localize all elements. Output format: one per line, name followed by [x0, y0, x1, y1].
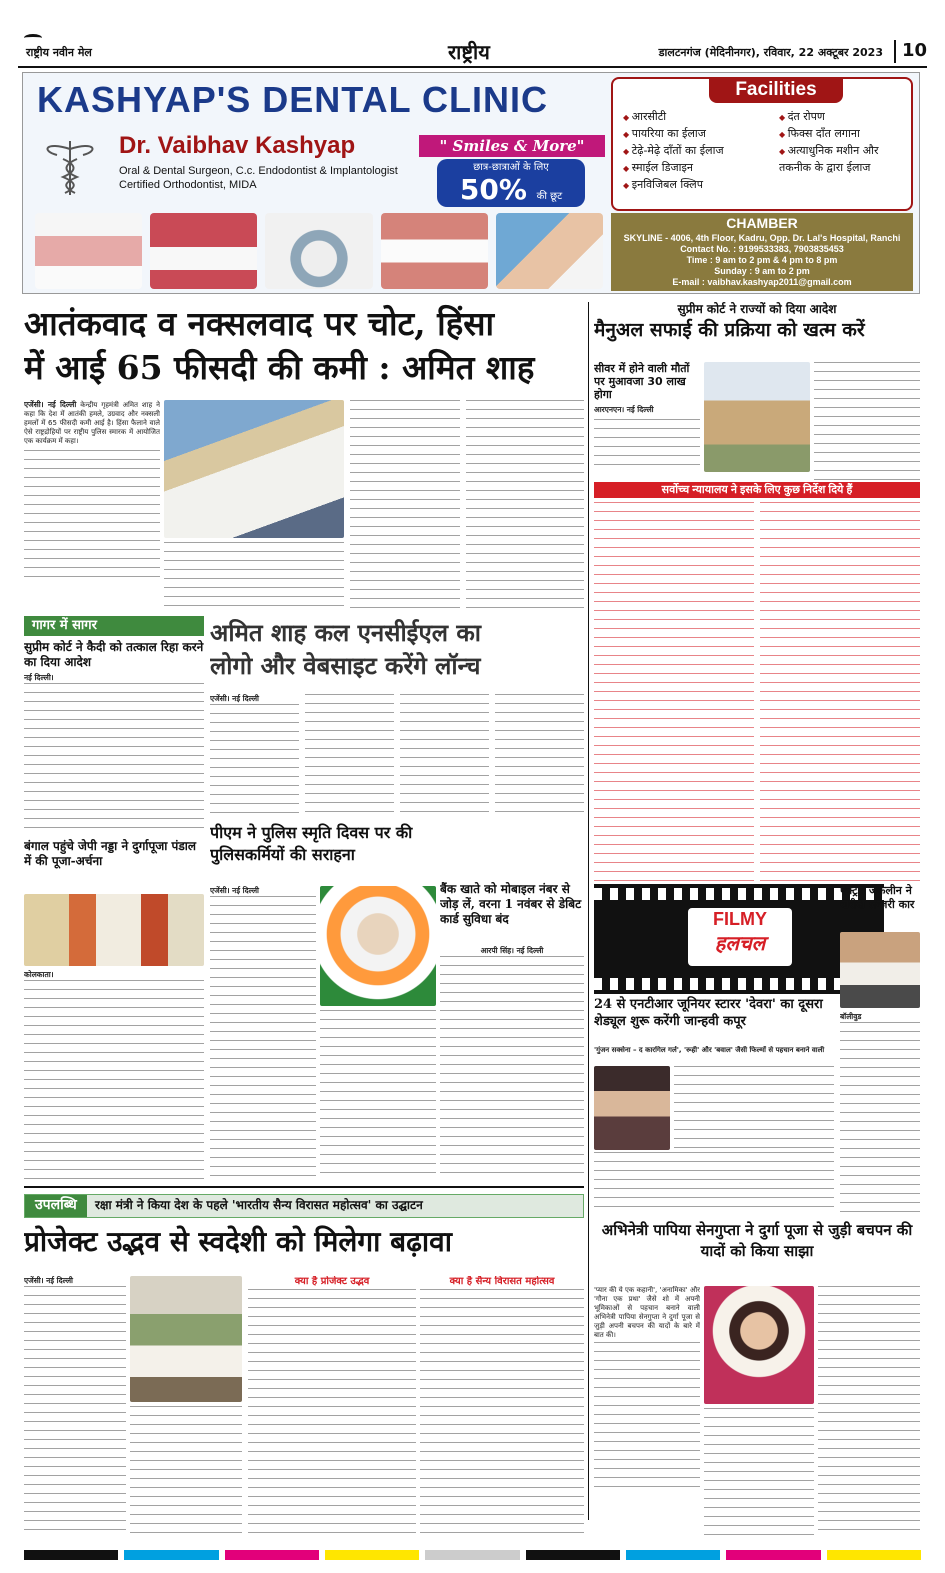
jacqueline-body [840, 1012, 920, 1214]
text-lines [210, 896, 316, 1176]
janhvi-byline: 'गुंजन सक्सेना – द कारगिल गर्ल', 'रूही' और 'बवाल' जैसी फिल्मों से पहचान बनाने वाली [594, 1046, 825, 1054]
pm-headline: पीएम ने पुलिस स्मृति दिवस पर की पुलिसकर्मियों की सराहना [210, 823, 413, 864]
chamber-address: SKYLINE - 4006, 4th Floor, Kadru, Opp. Dr. Lal's Hospital, Ranchi [623, 232, 901, 243]
ncel-headline-line-1: अमित शाह कल एनसीईएल का [210, 618, 481, 647]
facility-item: ◆ आरसीटी [623, 109, 773, 126]
denture-photo [35, 213, 142, 289]
text-lines [594, 419, 700, 469]
text-lines [400, 694, 489, 820]
section-divider [24, 1186, 584, 1188]
jacqueline-headline-block [840, 884, 920, 930]
lead-text-lines [24, 450, 160, 580]
masthead [18, 38, 927, 68]
gagar-headline-2: बंगाल पहुंचे जेपी नड्डा ने दुर्गापूजा पंडाल में की पूजा-अर्चना [24, 839, 197, 868]
sc-directions-bar: सर्वोच्च न्यायालय ने इसके लिए कुछ निर्देश दिये हैं [594, 482, 920, 498]
filmy-logo-bottom: हलचल [714, 930, 766, 955]
ncel-body [210, 694, 584, 820]
rajnath-photo [130, 1276, 242, 1402]
teeth-photo-strip [35, 213, 603, 289]
page-number: 10 [894, 40, 927, 63]
supreme-court-photo [704, 362, 810, 472]
janhvi-column-2 [594, 1152, 834, 1214]
facility-item: ◆ फिक्स दाँत लगाना [779, 126, 909, 143]
facilities-right-list [779, 109, 909, 176]
color-registration-strip [24, 1550, 921, 1560]
text-lines [164, 542, 344, 614]
udbhav-column-2 [130, 1406, 242, 1538]
nadda-puja-photo [24, 894, 204, 966]
gagar-story-1 [24, 640, 204, 890]
text-lines [210, 704, 299, 816]
sc-directions-col-1 [594, 502, 754, 882]
patient-photo [496, 213, 603, 289]
pm-modi-photo [320, 886, 436, 1006]
registration-swatch [325, 1550, 419, 1560]
janhvi-column-1 [674, 1066, 834, 1150]
braces-photo [150, 213, 257, 289]
bird-logo-icon [24, 34, 42, 42]
discount-badge [437, 159, 585, 207]
filmy-logo-top: FILMY [713, 909, 767, 929]
chamber-title: CHAMBER [726, 215, 798, 231]
bank-headline-block [440, 882, 584, 944]
papiya-column-1 [594, 1286, 700, 1538]
udbhav-column-1 [24, 1276, 126, 1538]
column-rule [588, 302, 589, 1520]
chamber-contact: Contact No. : 9199533383, 7903835453 [680, 243, 844, 254]
registration-swatch [24, 1550, 118, 1560]
sc-directions-col-2 [760, 502, 920, 882]
janhvi-lead [594, 1046, 834, 1062]
text-lines [320, 1010, 436, 1180]
dateline: डालटनगंज (मेदिनीनगर), रविवार, 22 अक्टूबर 2023 [658, 46, 883, 59]
registration-swatch [526, 1550, 620, 1560]
text-lines [495, 694, 584, 820]
text-lines [440, 956, 584, 1178]
text-lines [594, 1152, 834, 1214]
jacqueline-byline: बॉलीवुड [840, 1012, 862, 1021]
jacqueline-photo [840, 932, 920, 1008]
jacqueline-headline: एक्ट्रेस जैकलीन ने खरीदी लग्जरी कार [840, 884, 915, 911]
facility-item: ◆ अत्याधुनिक मशीन और तकनीक के द्वारा ईलाज [779, 143, 909, 176]
papiya-headline-block [594, 1220, 920, 1282]
text-lines [674, 1066, 834, 1150]
udbhav-byline: एजेंसी। नई दिल्ली [24, 1276, 73, 1285]
sc-column-1 [594, 362, 700, 480]
doctor-credentials: Oral & Dental Surgeon, C.c. Endodontist & Implantologist Certified Orthodontist, MIDA [119, 165, 398, 191]
ncel-headline-line-2: लोगो और वेबसाइट करेंगे लॉन्च [210, 651, 481, 680]
udbhav-headline-block [24, 1222, 584, 1272]
chamber-sunday: Sunday : 9 am to 2 pm [714, 265, 810, 276]
udbhav-column-4 [420, 1276, 584, 1538]
facilities-box [611, 77, 913, 211]
papiya-photo [704, 1286, 814, 1404]
text-lines [305, 694, 394, 820]
text-lines [594, 1342, 700, 1492]
clinic-tagline: " Smiles & More" [419, 135, 605, 157]
filmy-logo [688, 908, 792, 966]
bank-headline: बैंक खाते को मोबाइल नंबर से जोड़ लें, वरना 1 नवंबर से डेबिट कार्ड सुविधा बंद [440, 882, 582, 926]
text-lines [760, 502, 920, 882]
lead-column-4 [466, 400, 584, 614]
sc-kicker: सुप्रीम कोर्ट ने राज्यों को दिया आदेश [677, 302, 837, 316]
registration-swatch [726, 1550, 820, 1560]
text-lines [704, 1408, 814, 1538]
sc-subhead: सीवर में होने वाली मौतों पर मुआवजा 30 लाख होगा [594, 362, 690, 401]
pm-column-2 [320, 1010, 436, 1180]
section-title: राष्ट्रीय [448, 40, 490, 64]
text-lines [248, 1289, 416, 1537]
gagar-byline-2: कोलकाता। [24, 970, 54, 979]
paper-brand: राष्ट्रीय नवीन मेल [26, 46, 92, 59]
ncel-byline: एजेंसी। नई दिल्ली [210, 694, 259, 703]
udbhav-tag: उपलब्धि [25, 1195, 87, 1217]
implant-photo [265, 213, 372, 289]
janhvi-headline-block [594, 996, 834, 1044]
smile-photo [381, 213, 488, 289]
bank-body [440, 946, 584, 1180]
udbhav-subhead-2: क्या है सैन्य विरासत महोत्सव [449, 1276, 555, 1287]
facility-item: ◆ टेढ़े-मेढ़े दाँतों का ईलाज [623, 143, 773, 160]
facility-item: ◆ पायरिया का ईलाज [623, 126, 773, 143]
udbhav-column-3 [248, 1276, 416, 1538]
registration-swatch [626, 1550, 720, 1560]
pm-headline-block [210, 822, 436, 882]
lead-byline: एजेंसी। नई दिल्ली [24, 400, 77, 409]
sc-headline: मैनुअल सफाई की प्रक्रिया को खत्म करें [594, 319, 865, 341]
text-lines [814, 362, 920, 480]
gagar-byline-1: नई दिल्ली। [24, 673, 54, 682]
lead-column-3 [350, 400, 460, 614]
janhvi-photo [594, 1066, 670, 1150]
ncel-headline-block [210, 616, 584, 692]
pm-byline: एजेंसी। नई दिल्ली [210, 886, 259, 895]
discount-suffix: की छूट [536, 190, 563, 202]
lead-column-2 [164, 542, 344, 614]
doctor-name: Dr. Vaibhav Kashyap [119, 132, 356, 159]
sc-column-3 [814, 362, 920, 480]
clinic-name: KASHYAP'S DENTAL CLINIC [37, 79, 548, 120]
gagar-headline-1: सुप्रीम कोर्ट ने कैदी को तत्काल रिहा करने का दिया आदेश [24, 640, 204, 669]
chamber-email: E-mail : vaibhav.kashyap2011@gmail.com [672, 276, 852, 287]
dental-clinic-ad [22, 72, 920, 294]
chamber-time: Time : 9 am to 2 pm & 4 pm to 8 pm [686, 254, 838, 265]
caduceus-icon [35, 137, 105, 197]
text-lines [840, 1022, 920, 1212]
facilities-title: Facilities [709, 77, 843, 103]
text-lines [420, 1289, 584, 1537]
papiya-lead: 'प्यार की ये एक कहानी', 'अनामिका' और 'गौना एक प्रथा' जैसे शो में अपनी भूमिकाओं से पहचान बनाने वाली अभिनेत्री पापिया सेनगुप्ता ने दुर्गा पूजा से जुड़ी अपनी बचपन की यादों के बारे में बात की। [594, 1286, 700, 1339]
text-lines [24, 683, 204, 833]
facilities-left-list [623, 109, 773, 194]
udbhav-subhead-1: क्या है प्रोजेक्ट उद्भव [294, 1276, 370, 1287]
lead-headline-line-1: आतंकवाद व नक्सलवाद पर चोट, हिंसा [24, 304, 495, 343]
text-lines [818, 1286, 920, 1538]
gagar-tag: गागर में सागर [24, 616, 204, 636]
text-lines [350, 400, 460, 614]
amit-shah-photo [164, 400, 344, 538]
facility-item: ◆ स्माईल डिजाइन [623, 160, 773, 177]
registration-swatch [827, 1550, 921, 1560]
registration-swatch [124, 1550, 218, 1560]
gagar-tag-block [24, 616, 204, 636]
lead-intro: केन्द्रीय गृहमंत्री अमित शाह ने कहा कि देश में आतंकी हमले, उग्रवाद और नक्सली हमलों में 65 फीसदी कमी आई है। हिंसा फैलाने वाले ऐसे राष्ट्रद्रोहियों पर राष्ट्रीय पुलिस स्मारक में आयोजित एक कार्यक्रम में कहा। [24, 401, 160, 445]
chamber-box [611, 213, 913, 291]
facility-item: ◆ इनविजिबल क्लिप [623, 177, 773, 194]
manual-scavenging-heading [594, 302, 920, 362]
text-lines [466, 400, 584, 614]
sc-byline: आरएनएन। नई दिल्ली [594, 405, 654, 414]
udbhav-headline: प्रोजेक्ट उद्भव से स्वदेशी को मिलेगा बढ़ावा [24, 1225, 452, 1258]
discount-audience: छात्र-छात्राओं के लिए [473, 162, 549, 173]
sc-redbar [594, 482, 920, 498]
text-lines [24, 1286, 126, 1536]
bank-byline: आरपी सिंह। नई दिल्ली [480, 946, 544, 955]
lead-headline-block [24, 302, 584, 396]
papiya-column-3 [818, 1286, 920, 1538]
pm-column-1 [210, 886, 316, 1180]
janhvi-headline: 24 से एनटीआर जूनियर स्टारर 'देवरा' का दूसरा शेड्यूल शुरू करेंगी जान्हवी कपूर [594, 997, 823, 1029]
udbhav-kicker-bar [24, 1194, 584, 1218]
registration-swatch [225, 1550, 319, 1560]
lead-column-1 [24, 400, 160, 614]
lead-headline-line-2: में आई 65 फीसदी की कमी : अमित शाह [24, 348, 535, 387]
registration-swatch [425, 1550, 519, 1560]
text-lines [594, 502, 754, 882]
udbhav-kicker: रक्षा मंत्री ने किया देश के पहले 'भारतीय सैन्य विरासत महोत्सव' का उद्घाटन [94, 1198, 423, 1212]
text-lines [130, 1406, 242, 1538]
text-lines [24, 980, 204, 1180]
papiya-column-2 [704, 1408, 814, 1538]
discount-value: 50% [459, 172, 527, 206]
facility-item: ◆ दंत रोपण [779, 109, 909, 126]
gagar-story-2 [24, 970, 204, 1180]
papiya-headline: अभिनेत्री पापिया सेनगुप्ता ने दुर्गा पूजा से जुड़ी बचपन की यादों को किया साझा [601, 1221, 913, 1260]
